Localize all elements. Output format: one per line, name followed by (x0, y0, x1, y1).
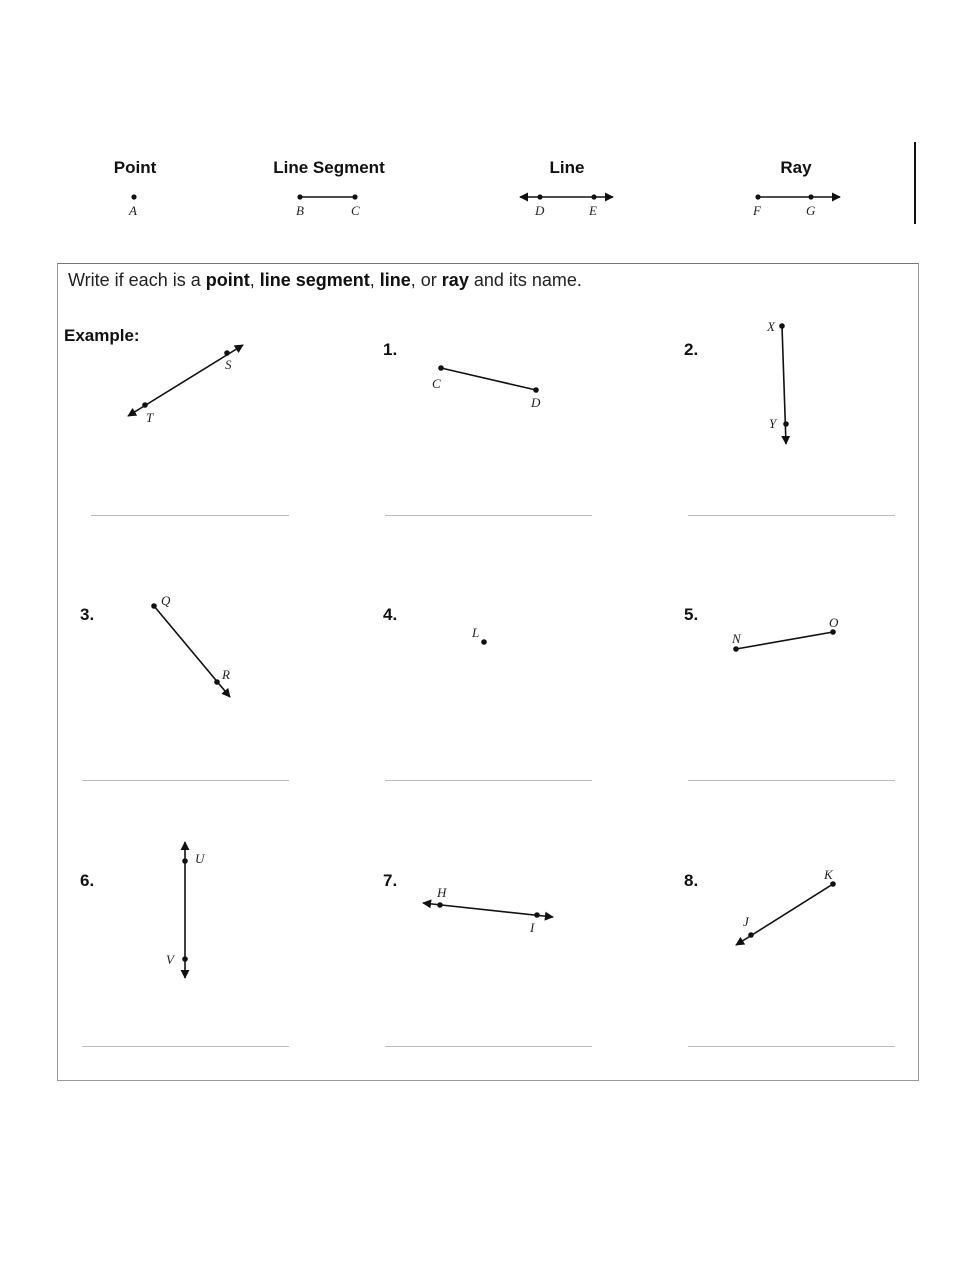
item-6-figure (166, 842, 206, 978)
ref-ray-f-dot (755, 194, 760, 199)
item-2-y-dot (783, 421, 789, 427)
line-segment-title: Line Segment (273, 158, 385, 177)
instructions: Write if each is a point, line segment, line, or ray and its name. (68, 270, 582, 290)
item-2-x-dot (779, 323, 785, 329)
example-s-label: S (225, 357, 232, 372)
ref-segment-b-label: B (296, 203, 304, 218)
item-1-d-label: D (531, 395, 541, 410)
item-1-d-dot (533, 387, 539, 393)
item-4-l-dot (481, 639, 487, 645)
line-title: Line (549, 158, 585, 177)
ref-segment-c-label: C (351, 203, 360, 218)
item-2-label: 2. (684, 340, 699, 359)
ref-line-figure (520, 194, 613, 218)
example-s-dot (224, 350, 230, 356)
point-title: Point (113, 158, 157, 177)
ref-line-e-dot (591, 194, 596, 199)
ref-segment-b-dot (297, 194, 302, 199)
item-7-h-dot (437, 902, 443, 908)
item-2-figure (766, 319, 789, 444)
item-6-u-label: U (195, 851, 205, 866)
item-7-h-label: H (437, 885, 447, 900)
item-5-o-label: O (829, 615, 839, 630)
item-4-l-label: L (472, 625, 480, 640)
item-2-x-label: X (767, 319, 775, 334)
item-7-i-label: I (530, 920, 535, 935)
item-8-k-dot (830, 881, 836, 887)
item-1-c-dot (438, 365, 444, 371)
item-5-o-dot (830, 629, 836, 635)
ref-ray-f-label: F (753, 203, 761, 218)
ref-segment-figure (296, 194, 360, 218)
example-t-dot (142, 402, 148, 408)
example-label: Example: (64, 326, 140, 345)
item-8-j-dot (748, 932, 754, 938)
item-6-v-label: V (166, 952, 174, 967)
ray-title: Ray (780, 158, 812, 177)
item-7-figure (423, 885, 553, 935)
item-3-q-label: Q (161, 593, 171, 608)
item-4-label: 4. (383, 605, 398, 624)
ref-line-d-label: D (535, 203, 545, 218)
item-5-label: 5. (684, 605, 699, 624)
ref-point-a-dot (131, 194, 136, 199)
ref-point-a-label: A (129, 203, 137, 218)
item-1-figure (432, 365, 541, 410)
ref-ray-g-label: G (806, 203, 816, 218)
item-5-n-label: N (732, 631, 741, 646)
item-5-n-dot (733, 646, 739, 652)
ref-segment-c-dot (352, 194, 357, 199)
example-t-label: T (146, 410, 154, 425)
item-3-r-label: R (222, 667, 230, 682)
item-3-label: 3. (80, 605, 95, 624)
ref-ray-figure (752, 194, 840, 218)
item-2-y-label: Y (769, 416, 777, 431)
item-8-figure (736, 867, 836, 945)
ref-line-d-dot (537, 194, 542, 199)
item-8-j-label: J (743, 914, 749, 929)
item-8-label: 8. (684, 871, 699, 890)
item-4-figure (471, 625, 487, 645)
item-5-segment (736, 632, 833, 649)
item-6-label: 6. (80, 871, 95, 890)
item-5-figure (731, 615, 839, 652)
ref-line-e-label: E (589, 203, 597, 218)
item-3-r-dot (214, 679, 220, 685)
item-6-u-dot (182, 858, 188, 864)
example-figure (128, 345, 243, 425)
ref-point-figure (128, 194, 137, 218)
item-6-v-dot (182, 956, 188, 962)
item-1-segment (441, 368, 536, 390)
item-3-figure (151, 593, 230, 697)
item-8-k-label: K (824, 867, 833, 882)
item-1-label: 1. (383, 340, 398, 359)
item-1-c-label: C (432, 376, 441, 391)
item-7-i-dot (534, 912, 540, 918)
item-3-q-dot (151, 603, 157, 609)
item-7-label: 7. (383, 871, 398, 890)
ref-ray-g-dot (808, 194, 813, 199)
